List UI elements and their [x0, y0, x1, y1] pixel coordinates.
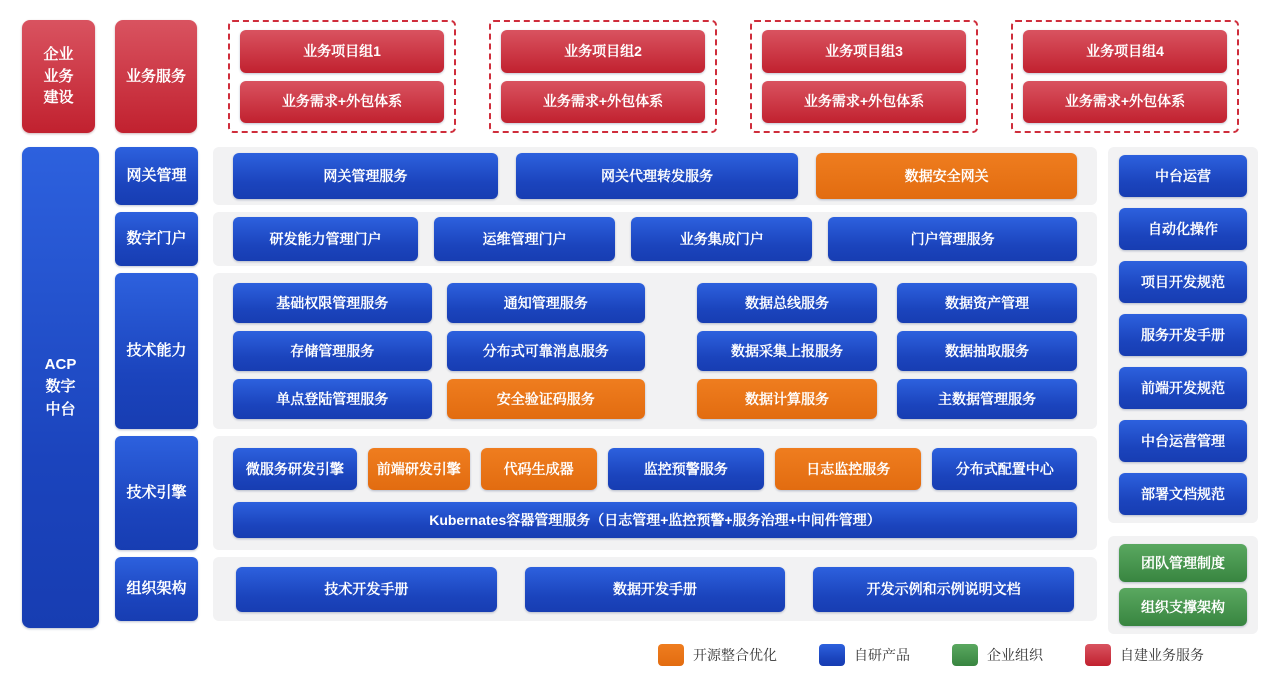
- data-collect-service-card: 数据采集上报服务: [697, 331, 877, 371]
- data-extract-service-card: 数据抽取服务: [897, 331, 1077, 371]
- data-asset-card: 数据资产管理: [897, 283, 1077, 323]
- storage-service-card: 存储管理服务: [233, 331, 432, 371]
- business-group-2: [489, 20, 717, 133]
- business-outsourcing-card: 业务需求+外包体系: [1023, 81, 1227, 124]
- legend-item-enterprise-org: [952, 644, 1043, 666]
- legend-swatch-green: [952, 644, 978, 666]
- legend-item-selfdev: [819, 644, 910, 666]
- automation-card: 自动化操作: [1119, 208, 1247, 250]
- business-group-3: [750, 20, 978, 133]
- portal-panel: [213, 212, 1097, 266]
- platform-operation-card: 中台运营: [1119, 155, 1247, 197]
- capability-panel: [213, 273, 1097, 429]
- legend-label: 开源整合优化: [693, 647, 777, 663]
- kubernetes-service-card: Kubernates容器管理服务（日志管理+监控预警+服务治理+中间件管理）: [233, 502, 1077, 538]
- gateway-proxy-card: 网关代理转发服务: [516, 153, 799, 199]
- data-compute-service-card: 数据计算服务: [697, 379, 877, 419]
- section-label-portal: 数字门户: [115, 212, 198, 266]
- business-outsourcing-card: 业务需求+外包体系: [762, 81, 966, 124]
- log-monitor-service-card: 日志监控服务: [775, 448, 922, 490]
- deploy-doc-spec-card: 部署文档规范: [1119, 473, 1247, 515]
- business-group-title-card: 业务项目组4: [1023, 30, 1227, 73]
- team-management-card: 团队管理制度: [1119, 544, 1247, 582]
- business-outsourcing-card: 业务需求+外包体系: [501, 81, 705, 124]
- platform-band: [22, 147, 1258, 634]
- project-dev-spec-card: 项目开发规范: [1119, 261, 1247, 303]
- capability-col-2: [447, 283, 646, 419]
- gateway-panel: [213, 147, 1097, 205]
- legend-label: 自建业务服务: [1120, 647, 1204, 663]
- acp-platform-pillar: ACP 数字 中台: [22, 147, 99, 628]
- section-label-org: 组织架构: [115, 557, 198, 621]
- business-band: [22, 20, 1239, 133]
- org-panel: [213, 557, 1097, 621]
- capability-col-3: [697, 283, 877, 419]
- capability-col-4: [897, 283, 1077, 419]
- business-group-title-card: 业务项目组2: [501, 30, 705, 73]
- org-support-card: 组织支撑架构: [1119, 588, 1247, 626]
- data-security-gateway-card: 数据安全网关: [816, 153, 1077, 199]
- enterprise-business-pillar: 企业 业务 建设: [22, 20, 95, 133]
- engine-panel: [213, 436, 1097, 550]
- legend-swatch-blue: [819, 644, 845, 666]
- legend-swatch-red: [1085, 644, 1111, 666]
- legend: [658, 644, 1204, 666]
- right-column: [1108, 147, 1258, 634]
- legend-item-selfbuilt-biz: [1085, 644, 1204, 666]
- capability-col-1: [233, 283, 432, 419]
- config-center-card: 分布式配置中心: [932, 448, 1077, 490]
- engine-row: [233, 448, 1077, 490]
- legend-label: 企业组织: [987, 647, 1043, 663]
- section-labels: [115, 147, 198, 634]
- org-support-panel: [1108, 536, 1258, 634]
- monitor-alert-service-card: 监控预警服务: [608, 448, 764, 490]
- tech-dev-manual-card: 技术开发手册: [236, 567, 497, 612]
- gateway-management-card: 网关管理服务: [233, 153, 498, 199]
- permission-service-card: 基础权限管理服务: [233, 283, 432, 323]
- portal-management-card: 门户管理服务: [828, 217, 1077, 261]
- code-generator-card: 代码生成器: [481, 448, 597, 490]
- message-service-card: 分布式可靠消息服务: [447, 331, 646, 371]
- sso-service-card: 单点登陆管理服务: [233, 379, 432, 419]
- business-project-groups: [228, 20, 1239, 133]
- legend-label: 自研产品: [854, 647, 910, 663]
- captcha-service-card: 安全验证码服务: [447, 379, 646, 419]
- business-group-title-card: 业务项目组1: [240, 30, 444, 73]
- dev-examples-doc-card: 开发示例和示例说明文档: [813, 567, 1074, 612]
- frontend-engine-card: 前端研发引擎: [368, 448, 470, 490]
- section-label-capability: 技术能力: [115, 273, 198, 429]
- business-group-title-card: 业务项目组3: [762, 30, 966, 73]
- legend-swatch-orange: [658, 644, 684, 666]
- frontend-dev-spec-card: 前端开发规范: [1119, 367, 1247, 409]
- section-label-engine: 技术引擎: [115, 436, 198, 550]
- ops-portal-card: 运维管理门户: [434, 217, 615, 261]
- devcap-portal-card: 研发能力管理门户: [233, 217, 418, 261]
- notification-service-card: 通知管理服务: [447, 283, 646, 323]
- business-service-pillar: 业务服务: [115, 20, 197, 133]
- biz-integration-portal-card: 业务集成门户: [631, 217, 812, 261]
- section-label-gateway: 网关管理: [115, 147, 198, 205]
- microservice-engine-card: 微服务研发引擎: [233, 448, 357, 490]
- capability-left-half: [233, 283, 645, 419]
- business-group-1: [228, 20, 456, 133]
- business-group-4: [1011, 20, 1239, 133]
- section-panels: [213, 147, 1097, 634]
- service-dev-manual-card: 服务开发手册: [1119, 314, 1247, 356]
- master-data-service-card: 主数据管理服务: [897, 379, 1077, 419]
- capability-right-half: [697, 283, 1077, 419]
- data-bus-service-card: 数据总线服务: [697, 283, 877, 323]
- data-dev-manual-card: 数据开发手册: [525, 567, 786, 612]
- legend-item-opensource: [658, 644, 777, 666]
- operations-panel: [1108, 147, 1258, 523]
- business-outsourcing-card: 业务需求+外包体系: [240, 81, 444, 124]
- platform-ops-mgmt-card: 中台运营管理: [1119, 420, 1247, 462]
